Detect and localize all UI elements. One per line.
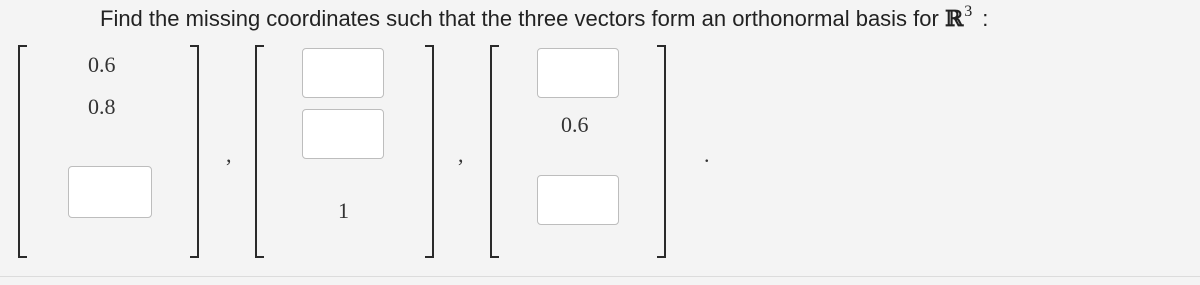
divider-line	[0, 276, 1200, 277]
vector-2-entry-2-input[interactable]	[302, 109, 384, 159]
vector-1-entry-2: 0.8	[88, 94, 116, 119]
vector-3-entry-2: 0.6	[561, 112, 589, 137]
question-prompt	[100, 3, 989, 32]
separator-comma-1: ,	[226, 142, 232, 167]
vector-1-entry-1: 0.6	[88, 52, 116, 77]
vector-2-entry-3: 1	[338, 198, 349, 223]
vector-3-entry-1-input[interactable]	[537, 48, 619, 98]
vector-3-left-bracket	[490, 45, 499, 258]
vector-2-right-bracket	[425, 45, 434, 258]
prompt-text: Find the missing coordinates such that the three vectors form an orthonormal basis for	[100, 6, 939, 31]
real-numbers-symbol: ℝ	[944, 6, 964, 32]
vector-1-right-bracket	[190, 45, 199, 258]
vector-3-entry-3-input[interactable]	[537, 175, 619, 225]
vector-1-entry-3-input[interactable]	[68, 166, 152, 218]
separator-comma-2: ,	[458, 142, 464, 167]
vector-1-left-bracket	[18, 45, 27, 258]
vector-2-left-bracket	[255, 45, 264, 258]
prompt-colon: :	[982, 6, 989, 31]
closing-period: .	[704, 142, 710, 167]
vector-2-entry-1-input[interactable]	[302, 48, 384, 98]
dimension-exponent: 3	[964, 3, 973, 20]
vector-3-right-bracket	[657, 45, 666, 258]
